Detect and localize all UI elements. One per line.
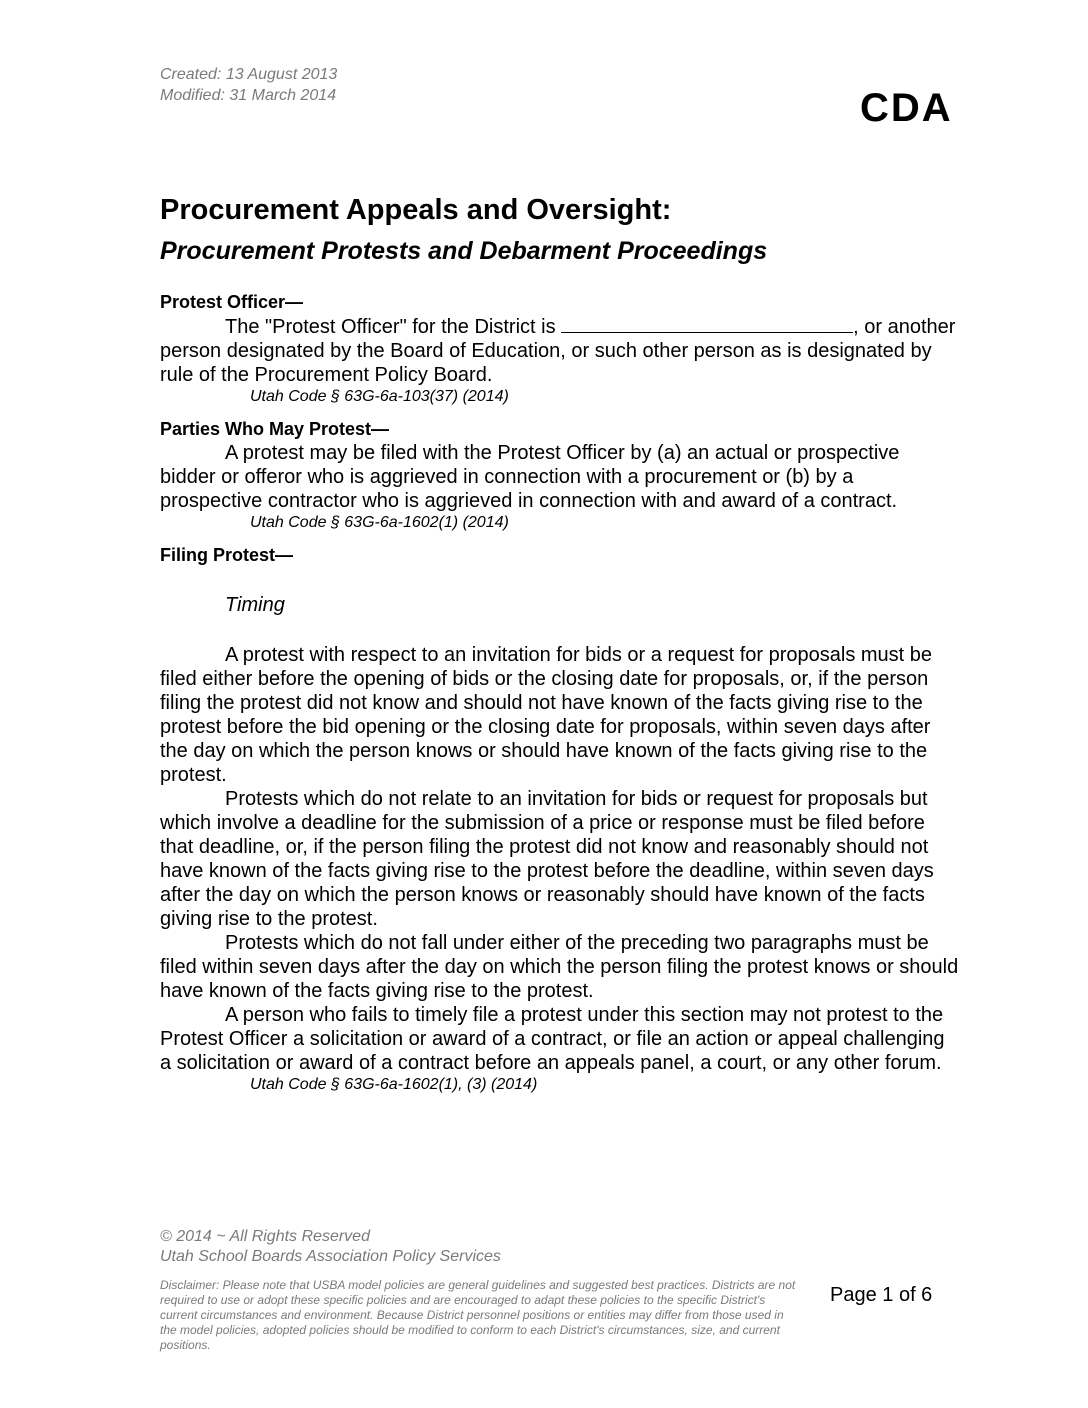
document-title: Procurement Appeals and Oversight: <box>160 194 672 226</box>
section-paragraph <box>160 314 960 387</box>
paragraph-text-start: The "Protest Officer" for the District is <box>225 316 562 338</box>
section-paragraph: Protests which do not fall under either of the preceding two paragraphs must be filed within seven days after the day on which the person filing the protest knows or should have known of the facts giving rise to the protest. <box>160 932 959 1002</box>
section-paragraph: A protest may be filed with the Protest Officer by (a) an actual or prospective bidder or offeror who is aggrieved in connection with a procurement or (b) by a prospective contractor who is aggrieved in connection with and award of a contract. <box>160 442 900 512</box>
legal-citation: Utah Code § 63G-6a-1602(1) (2014) <box>250 514 509 531</box>
created-date: Created: 13 August 2013 <box>160 66 338 83</box>
section-parties <box>160 417 960 533</box>
section-heading: Protest Officer— <box>160 292 304 312</box>
disclaimer: Disclaimer: Please note that USBA model policies are general guidelines and suggested best practices. Districts are not required to use or adopt these specific policies and are encouraged to adapt these policies to the specific District's current circumstances and environment. Because District personnel positions or entities may differ from those used in the model policies, adopted policies should be modified to conform to each District's circumstances, size, and current positions. <box>160 1278 796 1352</box>
organization-name: Utah School Boards Association Policy Services <box>160 1248 501 1265</box>
footer-copyright <box>160 1227 501 1267</box>
section-heading: Parties Who May Protest— <box>160 419 390 439</box>
modified-date: Modified: 31 March 2014 <box>160 87 337 104</box>
section-protest-officer <box>160 290 960 407</box>
page-number: Page 1 of 6 <box>830 1284 933 1306</box>
section-paragraph: Protests which do not relate to an invitation for bids or request for proposals but which involve a deadline for the submission of a price or response must be filed before that deadline, or, if the person filing the protest did not know and reasonably should not have known of the facts giving rise to the protest before the deadline, within seven days after the day on which the person knows or reasonably should have known of the facts giving rise to the protest. <box>160 788 934 930</box>
legal-citation: Utah Code § 63G-6a-1602(1), (3) (2014) <box>250 1076 538 1093</box>
blank-line <box>561 314 853 333</box>
section-heading: Filing Protest— <box>160 545 294 565</box>
section-subheading: Timing <box>225 594 285 616</box>
document-subtitle: Procurement Protests and Debarment Proceedings <box>160 237 768 265</box>
copyright-notice: © 2014 ~ All Rights Reserved <box>160 1228 370 1245</box>
document-body <box>160 290 960 1095</box>
legal-citation: Utah Code § 63G-6a-103(37) (2014) <box>250 388 509 405</box>
section-filing <box>160 543 960 1095</box>
document-meta <box>160 64 337 106</box>
policy-code: CDA <box>860 86 953 130</box>
section-paragraph: A protest with respect to an invitation for bids or a request for proposals must be filed either before the opening of bids or the closing date for proposals, or, if the person filing the protest did not know and should not have known of the facts giving rise to the protest before the bid opening or the closing date for proposals, within seven days after the day on which the person knows or should have known of the facts giving rise to the protest. <box>160 644 933 786</box>
paragraph-text-end: , or another person designated by the Board of Education, or such other person as is designated by rule of the Procurement Policy Board. <box>160 316 956 386</box>
section-paragraph: A person who fails to timely file a protest under this section may not protest to the Protest Officer a solicitation or award of a contract, or file an action or appeal challenging a solicitation or award of a contract before an appeals panel, a court, or any other forum. <box>160 1004 945 1074</box>
